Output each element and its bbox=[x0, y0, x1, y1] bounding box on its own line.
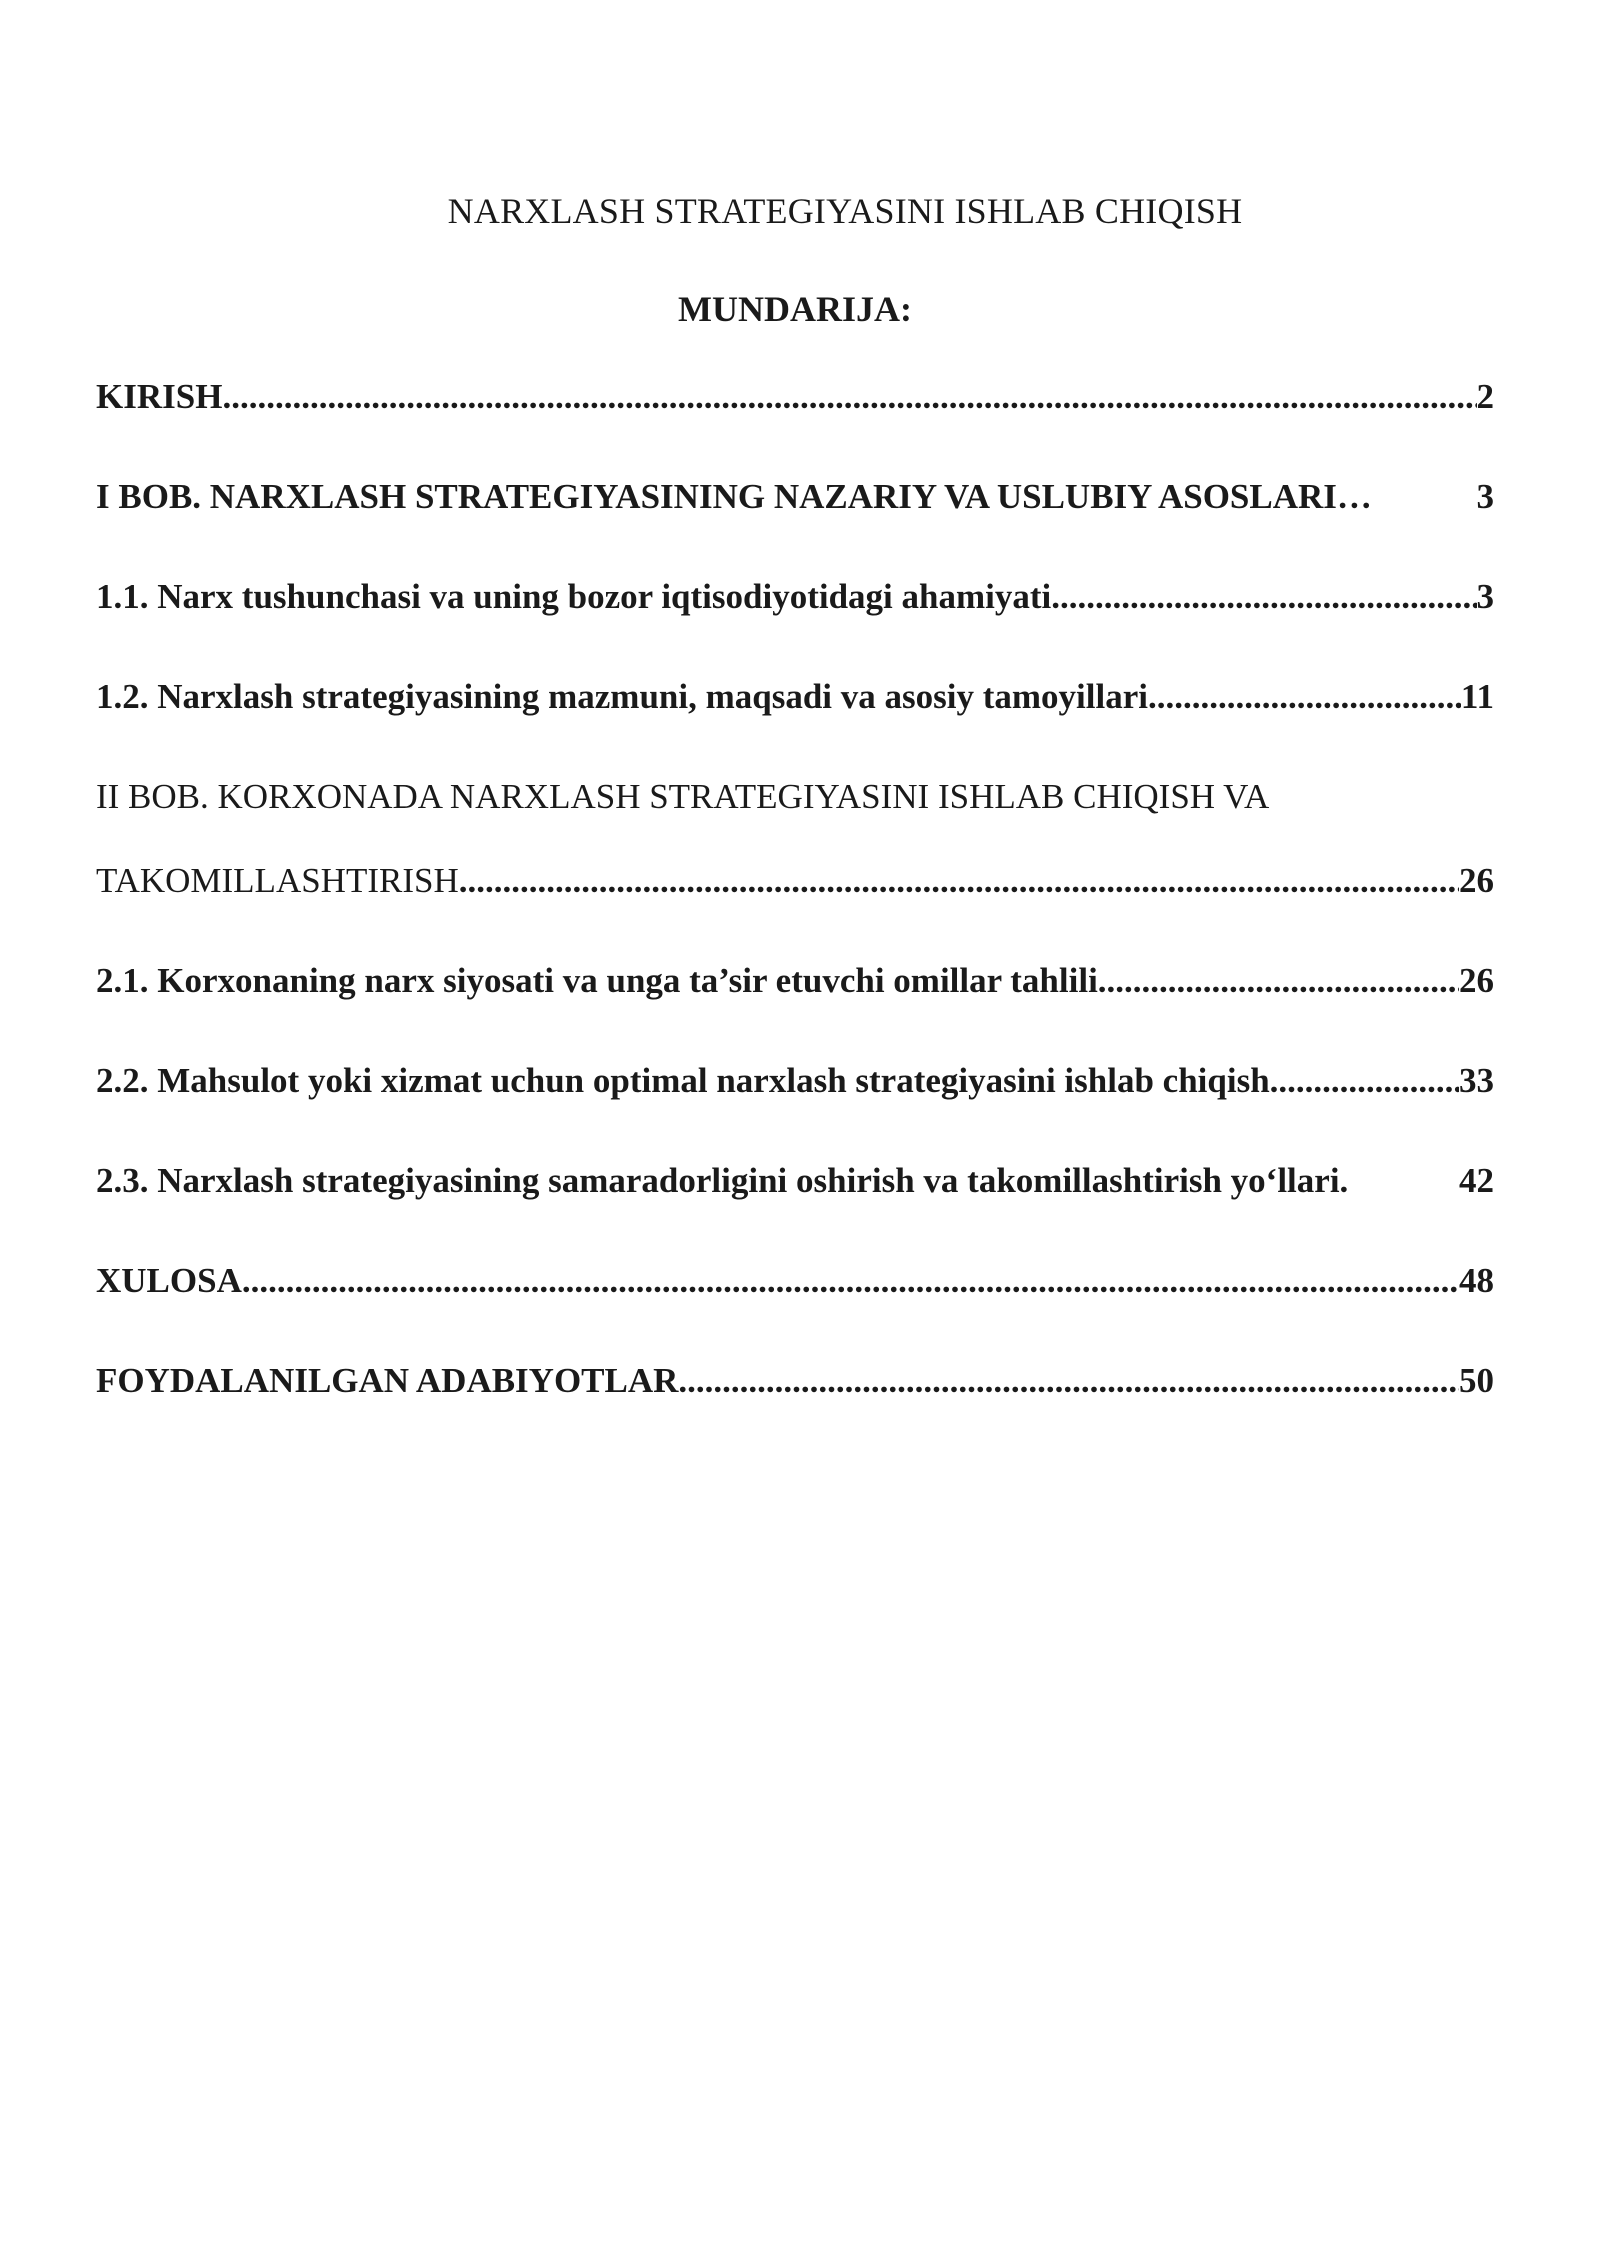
toc-entry-text: KIRISH bbox=[96, 377, 223, 416]
toc-entry-text: 2.1. Korxonaning narx siyosati va unga ta’sir etuvchi omillar tahlili bbox=[96, 961, 1098, 1000]
toc-page-number: 11 bbox=[1460, 677, 1494, 716]
toc-entry-section-1-2[interactable] bbox=[96, 674, 1494, 720]
toc-entry-text: 2.2. Mahsulot yoki xizmat uchun optimal narxlash strategiyasini ishlab chiqish bbox=[96, 1061, 1270, 1100]
toc-heading: MUNDARIJA: bbox=[678, 289, 912, 329]
document-title: NARXLASH STRATEGIYASINI ISHLAB CHIQISH bbox=[447, 191, 1243, 231]
toc-entry-chapter-1[interactable] bbox=[96, 474, 1494, 520]
toc-entry-text: 1.2. Narxlash strategiyasining mazmuni, maqsadi va asosiy tamoyillari bbox=[96, 677, 1148, 716]
toc-entry-text: FOYDALANILGAN ADABIYOTLAR bbox=[96, 1361, 679, 1400]
toc-leader-dots bbox=[678, 1358, 1459, 1404]
toc-entry-text: XULOSA bbox=[96, 1261, 242, 1300]
toc-entry-text: I BOB. NARXLASH STRATEGIYASINING NAZARIY VA USLUBIY ASOSLARI… bbox=[96, 477, 1372, 516]
toc-entry-chapter-2-line1[interactable]: II BOB. KORXONADA NARXLASH STRATEGIYASINI ISHLAB CHIQISH VA bbox=[96, 777, 1270, 816]
toc-page-number: 26 bbox=[1459, 961, 1494, 1000]
toc-entry-xulosa[interactable] bbox=[96, 1258, 1494, 1304]
toc-page-number: 26 bbox=[1459, 861, 1494, 900]
toc-entry-text: 1.1. Narx tushunchasi va uning bozor iqtisodiyotidagi ahamiyati bbox=[96, 577, 1052, 616]
toc-leader-dots bbox=[1098, 958, 1459, 1004]
toc-page-number: 3 bbox=[1476, 577, 1494, 616]
toc-entry-bibliography[interactable] bbox=[96, 1358, 1494, 1404]
toc-entry-text: TAKOMILLASHTIRISH bbox=[96, 861, 459, 900]
toc-entry-section-1-1[interactable] bbox=[96, 574, 1494, 620]
toc-leader-dots bbox=[1148, 674, 1461, 720]
toc-entry-kirish[interactable] bbox=[96, 374, 1494, 420]
toc-entry-section-2-2[interactable] bbox=[96, 1058, 1494, 1104]
toc-entry-section-2-1[interactable] bbox=[96, 958, 1494, 1004]
toc-page-number: 42 bbox=[1459, 1161, 1494, 1200]
toc-page-number: 48 bbox=[1459, 1261, 1494, 1300]
toc-entry-section-2-3[interactable] bbox=[96, 1158, 1494, 1204]
toc-page-number: 2 bbox=[1476, 377, 1494, 416]
toc-leader-dots bbox=[1270, 1058, 1459, 1104]
toc-leader-dots bbox=[242, 1258, 1459, 1304]
toc-page-number: 50 bbox=[1459, 1361, 1494, 1400]
toc-leader-dots bbox=[459, 858, 1459, 904]
toc-page-number: 3 bbox=[1476, 477, 1494, 516]
toc-entry-text: 2.3. Narxlash strategiyasining samaradorligini oshirish va takomillashtirish yo‘llari. bbox=[96, 1161, 1349, 1200]
toc-leader-dots bbox=[1051, 574, 1476, 620]
toc-leader-dots bbox=[222, 374, 1476, 420]
toc-entry-chapter-2[interactable] bbox=[96, 858, 1494, 904]
toc-page-number: 33 bbox=[1459, 1061, 1494, 1100]
